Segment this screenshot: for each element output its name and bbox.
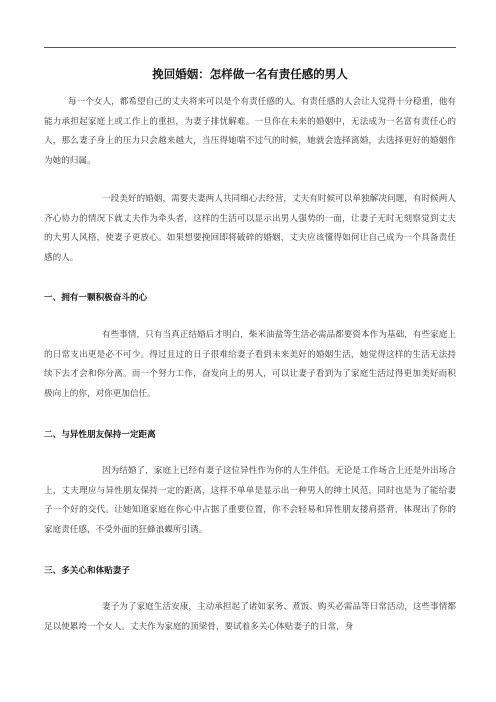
section-1-body: 有些事情，只有当真正结婚后才明白，柴米油盐等生活必需品都要资本作为基础，有些家庭上的日常支出更是必不可少。得过且过的日子很难给妻子看到未来美好的婚姻生活，她觉得这样的生活无法持续下去才会和你分离。而一个努力工作，奋发向上的男人，可以让妻子看到为了家庭生活过得更加美好而积极向上的你，对你更加信任。 xyxy=(44,330,456,399)
section-2-body: 因为结婚了，家庭上已经有妻子这位异性作为你的人生伴侣。无论是工作场合上还是外出场合上，丈夫理应与异性朋友保持一定的距离，这样不单单是显示出一种男人的绅士风范，同时也是为了能给妻子一个好的交代。让她知道家庭在你心中占据了重要位置，你不会轻易和异性朋友搂肩搭背，体现出了你的家庭责任感，不受外面的狂蜂浪蝶所引诱。 xyxy=(44,466,456,535)
intro-paragraph-2: 一段美好的婚姻，需要夫妻两人共同细心去经营，丈夫有时候可以单独解决问题，有时候两人齐心协力的情况下就丈夫作为牵头者，这样的生活可以显示出男人强势的一面，让妻子无时无刻察觉到丈夫的大男人风格，使妻子更放心。如果想要挽回即将破碎的婚姻，丈夫应该懂得如何让自己成为一个具备责任感的人。 xyxy=(44,194,456,263)
header-rule xyxy=(44,47,456,48)
page-title: 挽回婚姻：怎样做一名有责任感的男人 xyxy=(152,67,348,81)
section-2-heading: 二、与异性朋友保持一定距离 xyxy=(44,430,156,440)
section-3-heading: 三、多关心和体贴妻子 xyxy=(44,566,130,576)
intro-paragraph-1: 每一个女人，都希望自己的丈夫将来可以是个有责任感的人。有责任感的人会让人觉得十分稳重，他有能力承担起家庭上或工作上的重担，为妻子排忧解难。一旦你在未来的婚姻中，无法成为一名富有责任心的人，那么妻子身上的压力只会越来越大，当压得她喘不过气的时候，她就会选择离婚，去选择更好的婚姻作为她的归属。 xyxy=(44,97,456,166)
section-3-body: 妻子为了家庭生活安康，主动承担起了诸如家务、煮饭、购买必需品等日常活动，这些事情都足以使累垮一个女人。丈夫作为家庭的顶梁骨，要试着多关心体贴妻子的日常，身 xyxy=(44,602,456,632)
section-1-heading: 一、拥有一颗积极奋斗的心 xyxy=(44,293,148,303)
